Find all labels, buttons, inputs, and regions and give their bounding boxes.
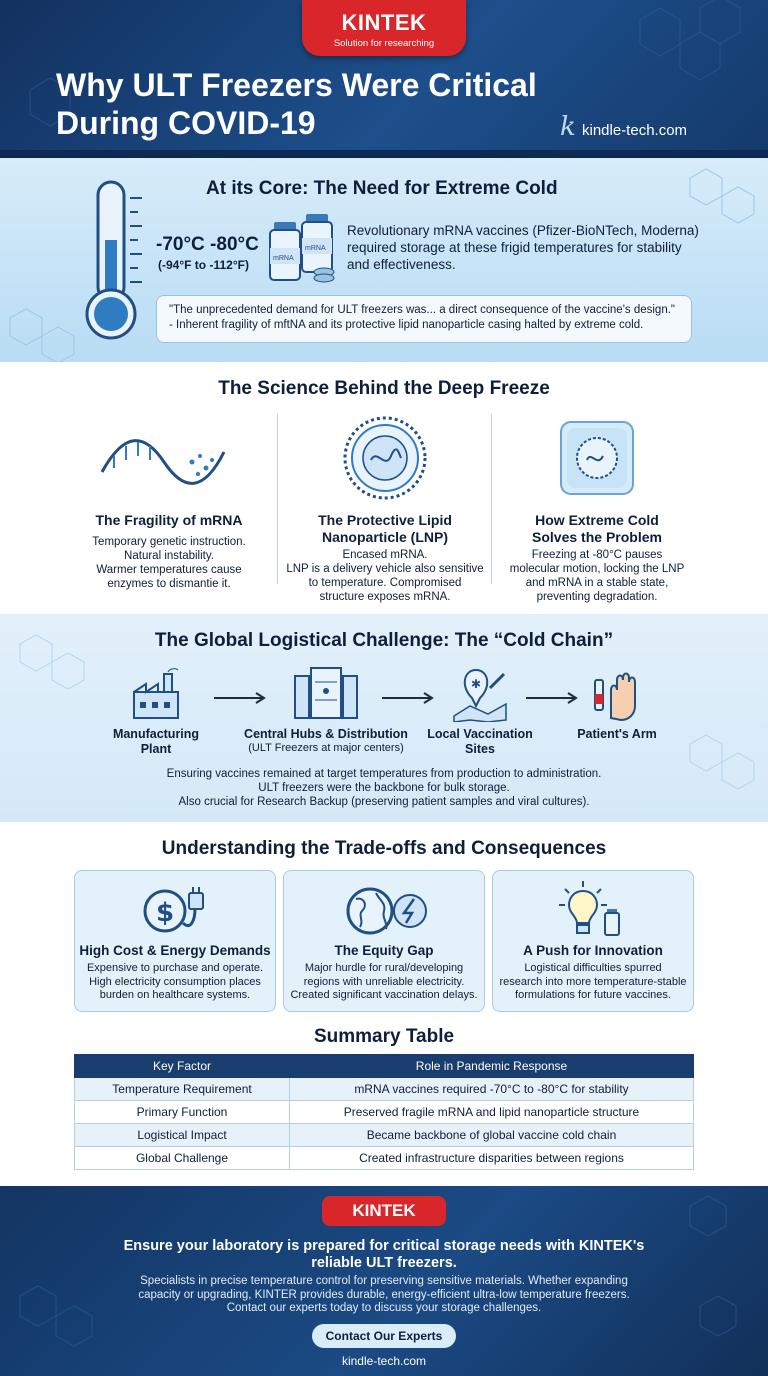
text-line: formulations for future vaccines. [515, 989, 671, 1001]
text-line: Major hurdle for rural/developing [304, 962, 464, 974]
lightbulb-vial-icon [553, 879, 633, 941]
step-label: Plant [140, 742, 172, 756]
text-line: regions with unreliable electricity. [303, 975, 465, 988]
text-line: research into more temperature-stable [499, 975, 687, 988]
text-line: and mRNA in a stable state, [525, 577, 669, 589]
card-title: High Cost & Energy Demands [79, 943, 271, 958]
section-core-need [0, 158, 768, 362]
quote-text: "The unprecedented demand for ULT freezers was... a direct consequence of the vaccine's design." [169, 304, 675, 316]
tradeoff-card-innovation [492, 870, 694, 1012]
ice-cube-icon [547, 412, 647, 504]
temperature-fahrenheit: (-94°F to -112°F) [158, 258, 249, 272]
kintek-logo[interactable] [302, 0, 466, 56]
table-cell: Created infrastructure disparities between regions [290, 1147, 694, 1170]
cold-chain-summary [0, 767, 768, 809]
table-header: Role in Pandemic Response [290, 1055, 694, 1078]
science-card-title: The Fragility of mRNA [95, 512, 243, 528]
svg-text:$: $ [156, 898, 175, 928]
step-label: Sites [465, 742, 495, 756]
footer-banner [0, 1186, 768, 1376]
card-title: The Equity Gap [334, 943, 434, 958]
text-line: Encased mRNA. [342, 549, 428, 561]
core-description: Revolutionary mRNA vaccines (Pfizer-BioNTech, Moderna) required storage at these frigid temperatures for stability and effectiveness. [347, 223, 699, 272]
text-line: ULT freezers were the backbone for bulk storage. [258, 782, 510, 794]
text-line: preventing degradation. [536, 591, 658, 603]
text-line: Temporary genetic instruction. [92, 536, 246, 548]
section-tradeoffs [0, 822, 768, 1022]
text-line: structure exposes mRNA. [319, 591, 451, 603]
tradeoff-card-cost [74, 870, 276, 1012]
table-row [75, 1101, 694, 1124]
footer-body-text: Specialists in precise temperature control for preserving sensitive materials. Whether expanding capacity or upgrading, KINTER provides durable, energy-efficient ultra-low temperature freezers. Contact our experts today to discuss your storage challenges. [138, 1275, 630, 1314]
science-card-title [492, 512, 702, 546]
summary-title: Summary Table [313, 1026, 455, 1047]
text-line: Also crucial for Research Backup (preserving patient samples and viral cultures). [178, 796, 590, 808]
table-cell: Preserved fragile mRNA and lipid nanoparticle structure [290, 1101, 694, 1124]
title-line: Solves the Problem [532, 529, 662, 545]
text-line: molecular motion, locking the LNP [509, 563, 685, 575]
table-cell: Became backbone of global vaccine cold chain [290, 1124, 694, 1147]
table-row [75, 1124, 694, 1147]
title-line: How Extreme Cold [535, 512, 659, 528]
science-card-text [64, 535, 274, 591]
contact-experts-button[interactable]: Contact Our Experts [312, 1324, 456, 1348]
step-label: Central Hubs & Distribution [244, 727, 408, 741]
chain-step-hubs [240, 666, 412, 755]
card-text [284, 962, 484, 1003]
text-line: Natural instability. [124, 550, 214, 562]
header-stripe [0, 150, 768, 158]
title-line: Nanoparticle (LNP) [321, 529, 448, 545]
site-k-mark-icon: k [560, 112, 576, 142]
chain-step-patient [570, 666, 664, 742]
table-cell: Temperature Requirement [75, 1078, 290, 1101]
science-card-text [280, 548, 490, 604]
text-line: LNP is a delivery vehicle also sensitive [286, 563, 484, 575]
section-title: Understanding the Trade-offs and Consequences [161, 838, 607, 859]
column-divider [277, 414, 278, 584]
footer-site-link[interactable]: kindle-tech.com [341, 1354, 427, 1368]
logo-text: KINTEK [341, 10, 427, 35]
step-label: Manufacturing [112, 727, 200, 741]
table-header: Key Factor [75, 1055, 290, 1078]
title-line: The Protective Lipid [318, 512, 452, 528]
table-row [75, 1078, 694, 1101]
quote-box [156, 295, 692, 343]
mrna-strand-icon [94, 412, 244, 504]
section-title: The Global Logistical Challenge: The “Cold Chain” [154, 630, 614, 651]
science-card-text [492, 548, 702, 604]
science-card-lnp [280, 412, 490, 604]
step-sublabel: (ULT Freezers at major centers) [248, 742, 404, 754]
text-line: Logistical difficulties spurred [524, 962, 662, 974]
science-card-title [280, 512, 490, 546]
text-line: Freezing at -80°C pauses [531, 549, 663, 561]
section-science [0, 362, 768, 614]
quote-attribution: - Inherent fragility of mftNA and its protective lipid nanoparticle casing halted by extreme cold. [169, 319, 644, 331]
table-cell: Primary Function [75, 1101, 290, 1124]
chain-step-manufacturing [104, 666, 208, 757]
header-banner [0, 0, 768, 158]
table-cell: Global Challenge [75, 1147, 290, 1170]
vaccine-vials-icon [266, 214, 338, 286]
section-title: At its Core: The Need for Extreme Cold [206, 178, 558, 199]
text-line: Expensive to purchase and operate. [86, 962, 264, 974]
factory-icon [128, 666, 184, 722]
ult-freezer-icon [293, 666, 359, 722]
title-line-2: During COVID-19 [56, 105, 316, 141]
tradeoff-card-equity [283, 870, 485, 1012]
footer-kintek-logo[interactable]: KINTEK [322, 1196, 446, 1226]
vial-label-2: mRNA [305, 245, 326, 252]
chain-step-sites [418, 666, 542, 757]
thermometer-icon [82, 178, 152, 348]
globe-lightning-icon [334, 879, 434, 941]
map-pin-syringe-icon [450, 666, 510, 722]
page-title [56, 66, 576, 142]
lipid-nanoparticle-icon [335, 412, 435, 504]
table-header-row [75, 1055, 694, 1078]
section-cold-chain [0, 614, 768, 822]
table-cell: Logistical Impact [75, 1124, 290, 1147]
temperature-celsius: -70°C -80°C [156, 234, 259, 255]
text-line: enzymes to dismantie it. [107, 578, 231, 590]
table-row [75, 1147, 694, 1170]
text-line: Warmer temperatures cause [96, 564, 242, 576]
svg-text:✱: ✱ [471, 677, 482, 691]
card-title: A Push for Innovation [523, 943, 663, 958]
step-label: Local Vaccination [427, 727, 533, 741]
title-line-1: Why ULT Freezers Were Critical [56, 67, 537, 103]
vial-label-1: mRNA [273, 255, 294, 262]
text-line: Ensuring vaccines remained at target temperatures from production to administration. [166, 768, 602, 780]
section-title: The Science Behind the Deep Freeze [218, 378, 550, 399]
table-cell: mRNA vaccines required -70°C to -80°C for stability [290, 1078, 694, 1101]
hand-vaccine-icon [589, 666, 645, 722]
text-line: to temperature. Compromised [308, 577, 462, 589]
summary-table [74, 1054, 694, 1170]
text-line: burden on healthcare systems. [99, 989, 251, 1001]
step-label: Patient's Arm [577, 727, 657, 741]
logo-tagline: Solution for researching [333, 38, 435, 49]
site-link[interactable]: kindle-tech.com [582, 122, 688, 139]
dollar-plug-icon [135, 879, 215, 941]
card-text [75, 962, 275, 1003]
text-line: Created significant vaccination delays. [290, 989, 478, 1001]
text-line: High electricity consumption places [89, 975, 261, 988]
footer-headline: Ensure your laboratory is prepared for critical storage needs with KINTEK's reliable ULT freezers. [123, 1238, 645, 1271]
card-text [493, 962, 693, 1003]
science-card-cold [492, 412, 702, 604]
science-card-mrna [64, 412, 274, 591]
